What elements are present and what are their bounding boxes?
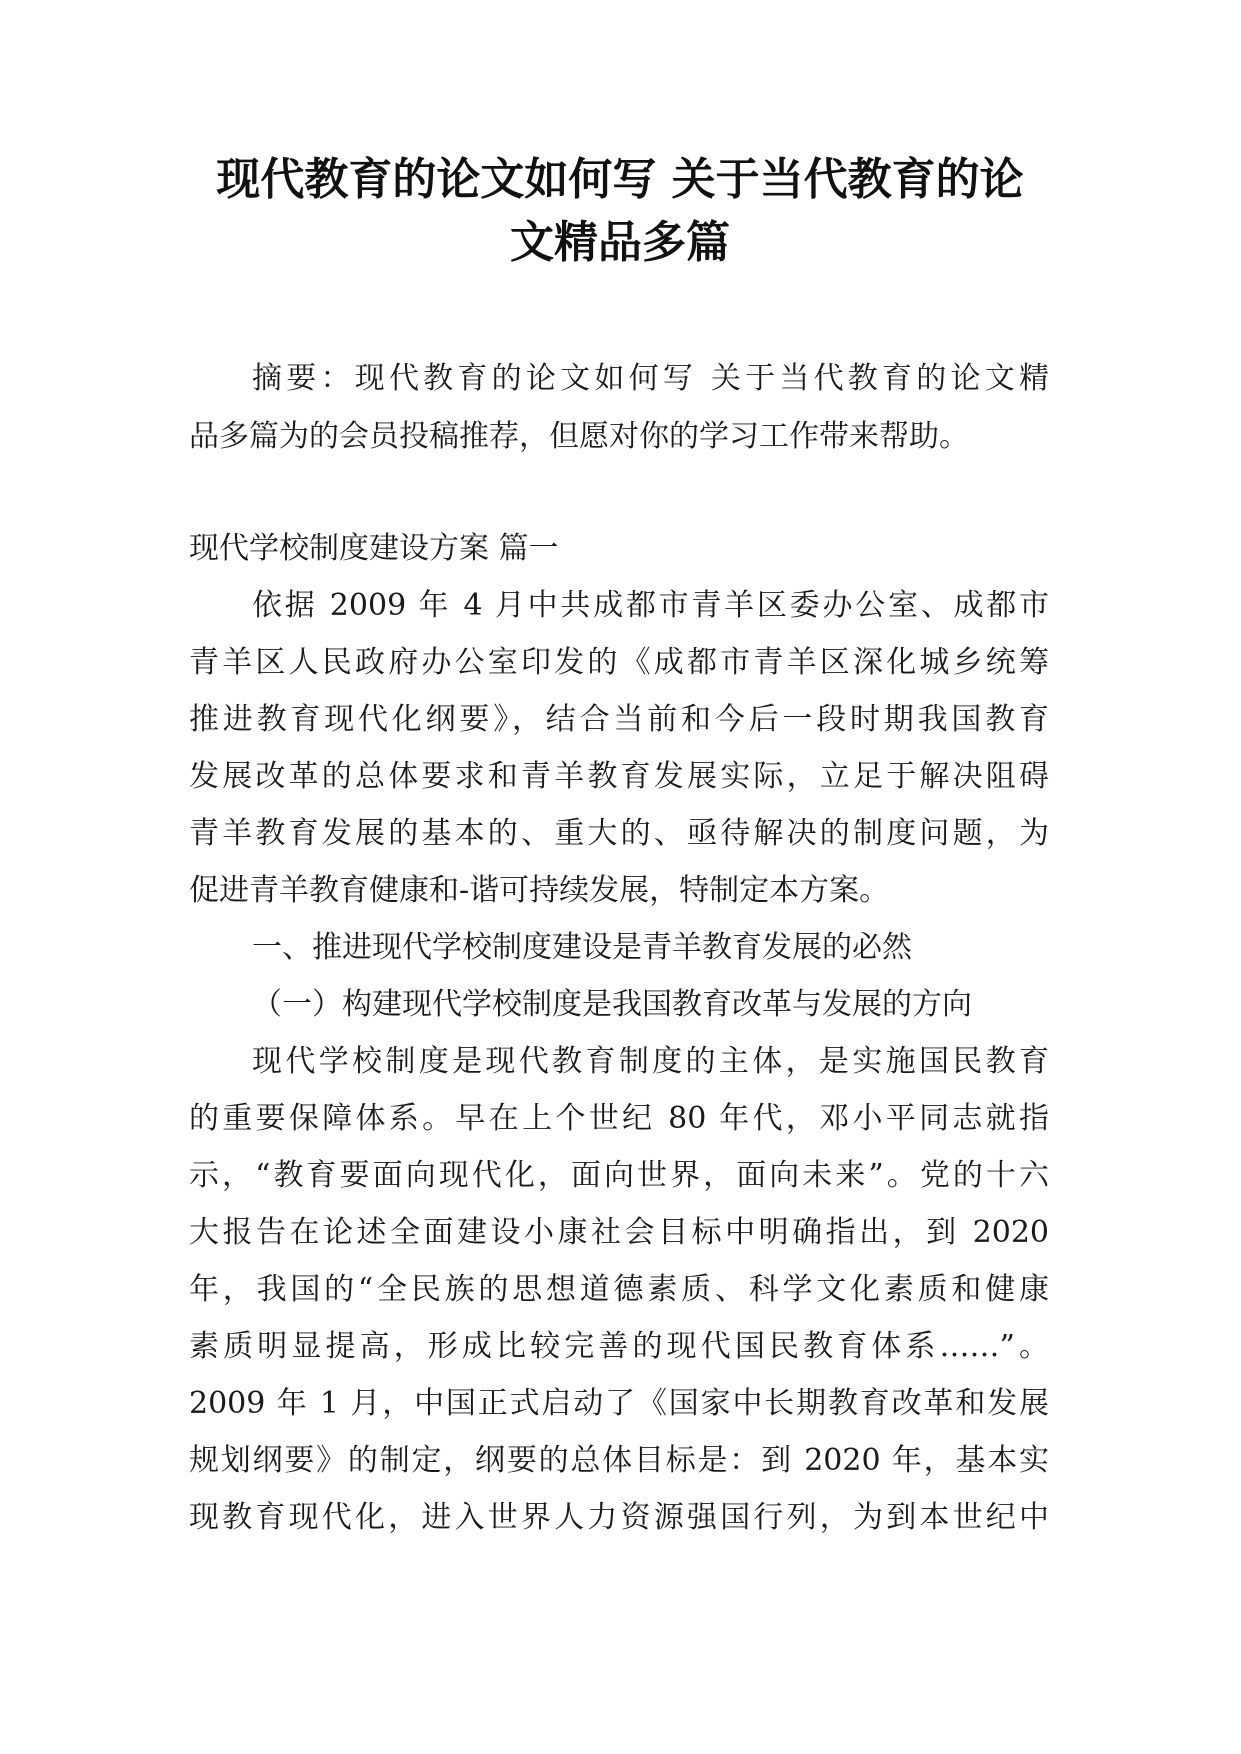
paragraph-line: 素质明显提高，形成比较完善的现代国民教育体系……”。 (189, 1329, 1049, 1364)
paragraph-line: 青羊教育发展的基本的、重大的、亟待解决的制度问题，为 (189, 816, 1049, 851)
abstract-line: 品多篇为的会员投稿推荐，但愿对你的学习工作带来帮助。 (189, 419, 969, 454)
paragraph-line: 年，我国的“全民族的思想道德素质、科学文化素质和健康 (189, 1272, 1049, 1307)
paragraph-line: 促进青羊教育健康和-谐可持续发展，特制定本方案。 (189, 873, 890, 908)
section-title: 现代学校制度建设方案 篇一 (189, 531, 559, 566)
heading-level-1: 一、推进现代学校制度建设是青羊教育发展的必然 (252, 930, 912, 965)
paragraph-line: 发展改革的总体要求和青羊教育发展实际，立足于解决阻碍 (189, 759, 1049, 794)
paragraph-line: 大报告在论述全面建设小康社会目标中明确指出，到 2020 (189, 1215, 1049, 1250)
abstract-line: 摘要：现代教育的论文如何写 关于当代教育的论文精 (252, 361, 1049, 396)
paragraph-line: 青羊区人民政府办公室印发的《成都市青羊区深化城乡统筹 (189, 645, 1049, 680)
paragraph-line: 依据 2009 年 4 月中共成都市青羊区委办公室、成都市 (252, 588, 1049, 623)
paragraph-line: 推进教育现代化纲要》，结合当前和今后一段时期我国教育 (189, 702, 1049, 737)
page-title-line-1: 现代教育的论文如何写 关于当代教育的论 (216, 154, 1024, 205)
heading-level-2: （一）构建现代学校制度是我国教育改革与发展的方向 (252, 987, 972, 1022)
paragraph-line: 的重要保障体系。早在上个世纪 80 年代，邓小平同志就指 (189, 1101, 1049, 1136)
paragraph-line: 2009 年 1 月，中国正式启动了《国家中长期教育改革和发展 (189, 1386, 1049, 1421)
paragraph-line: 示，“教育要面向现代化，面向世界，面向未来”。党的十六 (189, 1158, 1049, 1193)
paragraph-line: 现代学校制度是现代教育制度的主体，是实施国民教育 (252, 1044, 1049, 1079)
paragraph-line: 现教育现代化，进入世界人力资源强国行列，为到本世纪中 (189, 1500, 1049, 1535)
page-title-line-2: 文精品多篇 (510, 217, 730, 268)
paragraph-line: 规划纲要》的制定，纲要的总体目标是：到 2020 年，基本实 (189, 1443, 1049, 1478)
